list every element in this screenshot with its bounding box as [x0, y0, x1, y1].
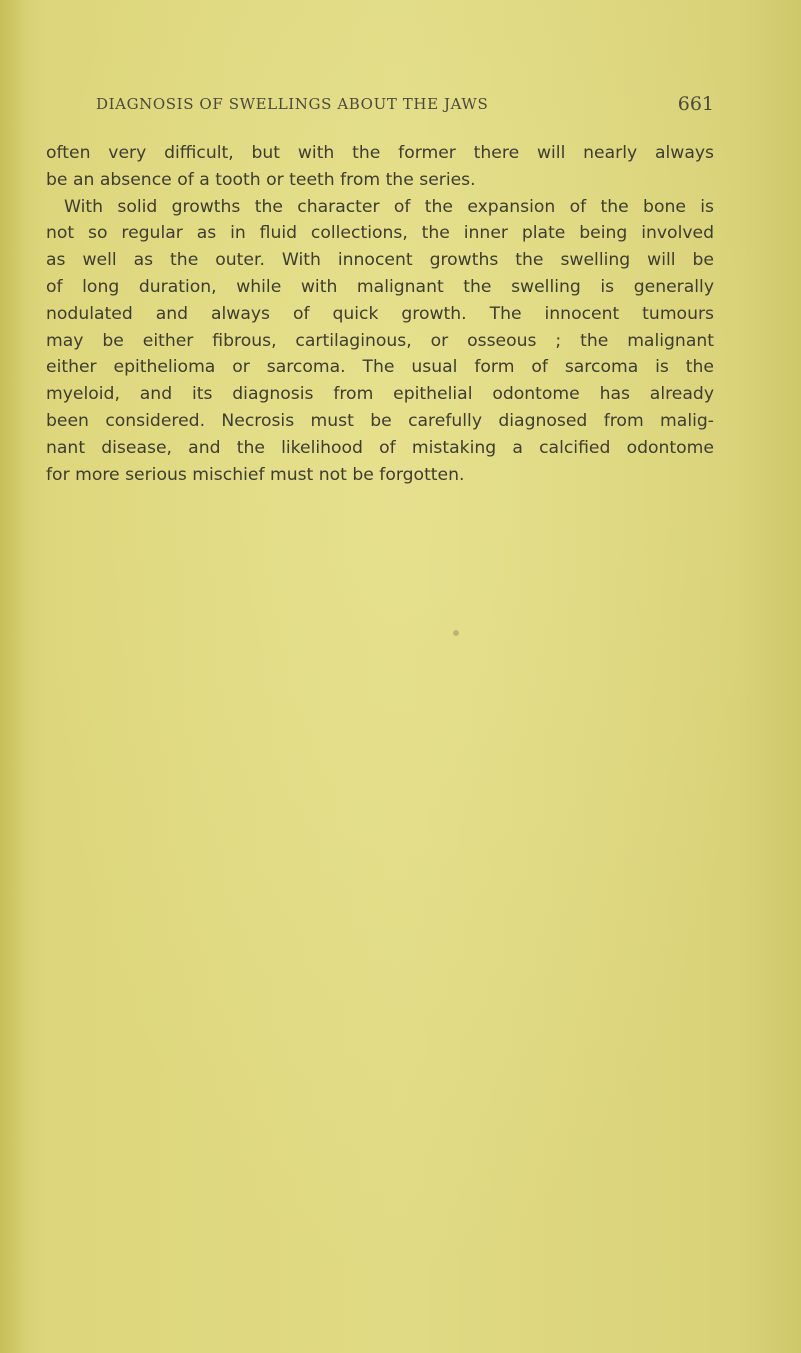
text-line: been considered. Necrosis must be carefully diagnosed from malig-: [46, 410, 714, 431]
text-line: be an absence of a tooth or teeth from the series.: [46, 169, 476, 190]
page-gutter-shadow: [0, 0, 26, 1353]
text-line: often very difficult, but with the former there will nearly always: [46, 143, 714, 163]
text-line: may be either fibrous, cartilaginous, or osseous ; the malignant: [46, 330, 714, 351]
text-line: as well as the outer. With innocent growths the swelling will be: [46, 250, 714, 271]
text-line: either epithelioma or sarcoma. The usual form of sarcoma is the: [46, 357, 714, 378]
running-head: [96, 93, 714, 117]
page-number: 661: [677, 93, 714, 115]
paper-speck: [453, 630, 459, 636]
running-title: DIAGNOSIS OF SWELLINGS ABOUT THE JAWS: [96, 95, 489, 113]
text-line: not so regular as in fluid collections, the inner plate being involved: [46, 223, 714, 244]
text-line: nodulated and always of quick growth. The innocent tumours: [46, 303, 714, 324]
text-line: myeloid, and its diagnosis from epithelial odontome has already: [46, 384, 714, 405]
text-line: nant disease, and the likelihood of mistaking a calcified odontome: [46, 437, 714, 458]
text-line: of long duration, while with malignant the swelling is generally: [46, 276, 714, 297]
body-text: [46, 140, 714, 488]
paragraph-start-line: With solid growths the character of the expansion of the bone is: [64, 196, 714, 217]
text-line: for more serious mischief must not be forgotten.: [46, 464, 465, 485]
